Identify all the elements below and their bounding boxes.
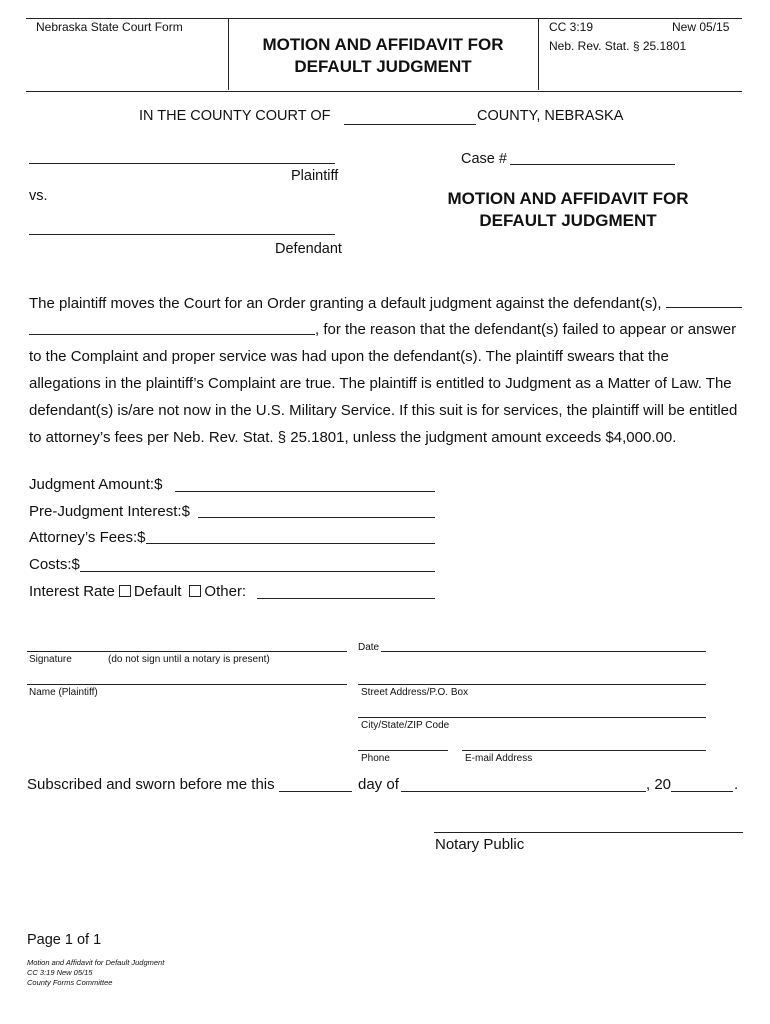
judgment-amount-label: Judgment Amount:$ — [29, 476, 163, 493]
header-divider-right — [538, 18, 539, 90]
form-source: Nebraska State Court Form — [36, 20, 183, 34]
case-number-field[interactable] — [510, 164, 675, 165]
name-label: Name (Plaintiff) — [29, 687, 98, 698]
statute-reference: Neb. Rev. Stat. § 25.1801 — [549, 39, 687, 53]
year-period: . — [734, 776, 739, 793]
street-address-label: Street Address/P.O. Box — [361, 687, 469, 698]
motion-line-3: to the Complaint and proper service was had upon the defendant(s). The plaintiff swears that the — [29, 348, 669, 365]
footer-small-text — [27, 958, 164, 988]
default-checkbox[interactable] — [119, 585, 131, 597]
footer-form-code: CC 3:19 New 05/15 — [27, 968, 93, 977]
defendant-names-field-b[interactable] — [29, 334, 315, 335]
county-name-field[interactable] — [344, 124, 476, 125]
subscribed-text: Subscribed and sworn before me this — [27, 776, 275, 793]
caption-title-line2: DEFAULT JUDGMENT — [479, 211, 657, 230]
notary-signature-field[interactable] — [434, 832, 743, 833]
court-suffix: COUNTY, NEBRASKA — [477, 108, 624, 124]
footer-form-name: Motion and Affidavit for Default Judgment — [27, 958, 165, 967]
form-revision: New 05/15 — [672, 20, 730, 34]
page-number: Page 1 of 1 — [27, 932, 102, 948]
header-title-line1: MOTION AND AFFIDAVIT FOR — [262, 35, 504, 54]
other-checkbox[interactable] — [189, 585, 201, 597]
motion-line-6: to attorney’s fees per Neb. Rev. Stat. § 25.1801, unless the judgment amount exceeds $4,000.00. — [29, 429, 677, 446]
year-prefix-text: , 20 — [646, 776, 672, 793]
header-title-line2: DEFAULT JUDGMENT — [294, 57, 472, 76]
email-field[interactable] — [462, 750, 706, 751]
caption-title-line1: MOTION AND AFFIDAVIT FOR — [447, 189, 689, 208]
email-label: E-mail Address — [465, 753, 533, 764]
day-of-text: day of — [358, 776, 399, 793]
caption-title — [412, 188, 724, 232]
date-label: Date — [358, 642, 380, 653]
motion-line-2: , for the reason that the defendant(s) failed to appear or answer — [315, 321, 737, 338]
plaintiff-name-field[interactable] — [29, 163, 335, 164]
motion-line-5: defendant(s) is/are not now in the U.S. Military Service. If this suit is for services, the plaintiff will be entitled — [29, 402, 738, 419]
signature-label: Signature — [29, 654, 72, 665]
motion-line-4: allegations in the plaintiff’s Complaint are true. The plaintiff is entitled to Judgment as a Matter of Law. The — [29, 375, 732, 392]
city-state-zip-field[interactable] — [358, 717, 706, 718]
date-field[interactable] — [381, 651, 706, 652]
sworn-month-field[interactable] — [401, 791, 646, 792]
prejudgment-interest-field[interactable] — [198, 517, 435, 518]
street-address-field[interactable] — [358, 684, 706, 685]
interest-rate-label: Interest Rate — [29, 583, 115, 600]
default-option-label: Default — [133, 583, 182, 600]
signature-note: (do not sign until a notary is present) — [108, 654, 270, 665]
phone-label: Phone — [361, 753, 390, 764]
prejudgment-interest-label: Pre-Judgment Interest:$ — [29, 503, 190, 520]
attorney-fees-label: Attorney’s Fees:$ — [29, 529, 146, 546]
footer-committee: County Forms Committee — [27, 978, 113, 987]
attorney-fees-field[interactable] — [146, 543, 435, 544]
plaintiff-label: Plaintiff — [291, 168, 339, 184]
costs-field[interactable] — [80, 571, 435, 572]
judgment-amount-field[interactable] — [175, 491, 435, 492]
other-option-label: Other: — [204, 583, 247, 600]
defendant-name-field[interactable] — [29, 234, 335, 235]
phone-field[interactable] — [358, 750, 448, 751]
motion-line-1: The plaintiff moves the Court for an Order granting a default judgment against the defendant(s), — [29, 295, 662, 312]
sworn-day-field[interactable] — [279, 791, 352, 792]
name-field[interactable] — [27, 684, 347, 685]
court-prefix: IN THE COUNTY COURT OF — [139, 108, 331, 124]
interest-rate-row — [29, 583, 246, 600]
case-number-label: Case # — [461, 151, 507, 167]
defendant-names-field-a[interactable] — [666, 307, 742, 308]
sworn-year-field[interactable] — [671, 791, 733, 792]
form-code: CC 3:19 — [549, 20, 594, 34]
other-interest-field[interactable] — [257, 598, 435, 599]
header-title — [228, 34, 538, 78]
costs-label: Costs:$ — [29, 556, 80, 573]
defendant-label: Defendant — [275, 241, 342, 257]
city-state-zip-label: City/State/ZIP Code — [361, 720, 450, 731]
vs-label: vs. — [29, 188, 48, 204]
signature-field[interactable] — [27, 651, 347, 652]
notary-public-label: Notary Public — [435, 836, 525, 853]
